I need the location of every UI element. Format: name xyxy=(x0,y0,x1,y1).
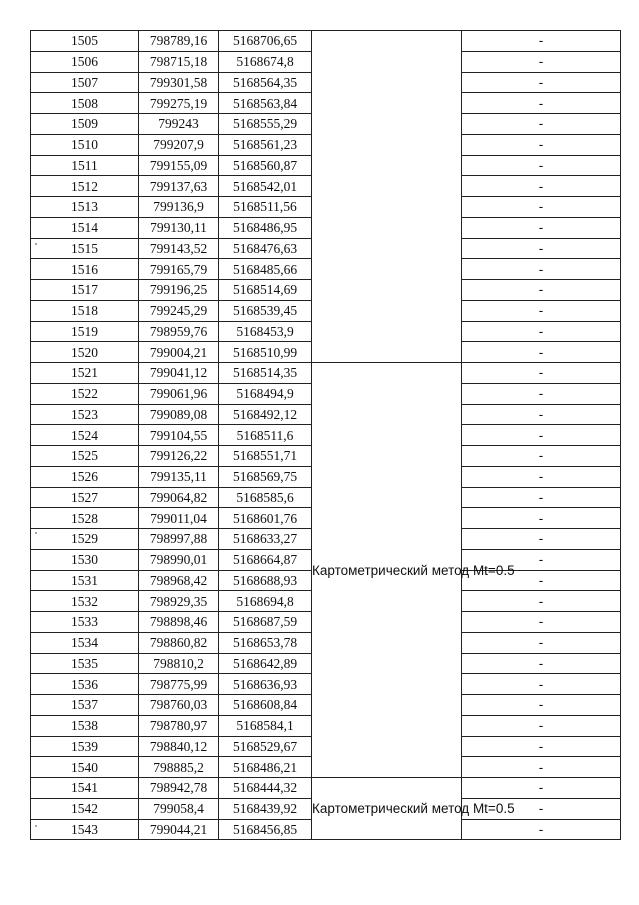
note-cell: - xyxy=(462,798,621,819)
x-coordinate-cell: 799104,55 xyxy=(139,425,219,446)
y-coordinate-cell: 5168511,56 xyxy=(219,197,312,218)
point-number-cell: 1538 xyxy=(31,715,139,736)
note-cell: - xyxy=(462,197,621,218)
note-cell: - xyxy=(462,612,621,633)
note-cell: - xyxy=(462,736,621,757)
y-coordinate-cell: 5168514,69 xyxy=(219,280,312,301)
y-coordinate-cell: 5168510,99 xyxy=(219,342,312,363)
y-coordinate-cell: 5168633,27 xyxy=(219,529,312,550)
y-coordinate-cell: 5168555,29 xyxy=(219,114,312,135)
point-number-cell: 1527 xyxy=(31,487,139,508)
x-coordinate-cell: 799041,12 xyxy=(139,363,219,384)
x-coordinate-cell: 798840,12 xyxy=(139,736,219,757)
note-cell: - xyxy=(462,508,621,529)
note-cell: - xyxy=(462,778,621,799)
note-cell: - xyxy=(462,51,621,72)
point-number-cell: 1537 xyxy=(31,695,139,716)
note-cell: - xyxy=(462,404,621,425)
y-coordinate-cell: 5168706,65 xyxy=(219,31,312,52)
point-number-cell: 1509 xyxy=(31,114,139,135)
x-coordinate-cell: 799155,09 xyxy=(139,155,219,176)
y-coordinate-cell: 5168688,93 xyxy=(219,570,312,591)
x-coordinate-cell: 798959,76 xyxy=(139,321,219,342)
x-coordinate-cell: 799064,82 xyxy=(139,487,219,508)
note-cell: - xyxy=(462,425,621,446)
note-cell: - xyxy=(462,715,621,736)
x-coordinate-cell: 799275,19 xyxy=(139,93,219,114)
y-coordinate-cell: 5168494,9 xyxy=(219,383,312,404)
y-coordinate-cell: 5168514,35 xyxy=(219,363,312,384)
x-coordinate-cell: 798990,01 xyxy=(139,549,219,570)
note-cell: - xyxy=(462,570,621,591)
x-coordinate-cell: 798780,97 xyxy=(139,715,219,736)
point-number-cell: 1514 xyxy=(31,217,139,238)
x-coordinate-cell: 799136,9 xyxy=(139,197,219,218)
point-number-cell: 1539 xyxy=(31,736,139,757)
scan-speck xyxy=(35,532,37,534)
note-cell: - xyxy=(462,176,621,197)
method-cell: Картометрический метод Mt=0.5 xyxy=(312,778,462,840)
x-coordinate-cell: 799130,11 xyxy=(139,217,219,238)
point-number-cell: 1510 xyxy=(31,134,139,155)
y-coordinate-cell: 5168551,71 xyxy=(219,446,312,467)
x-coordinate-cell: 799301,58 xyxy=(139,72,219,93)
y-coordinate-cell: 5168542,01 xyxy=(219,176,312,197)
point-number-cell: 1526 xyxy=(31,466,139,487)
y-coordinate-cell: 5168539,45 xyxy=(219,300,312,321)
point-number-cell: 1512 xyxy=(31,176,139,197)
note-cell: - xyxy=(462,591,621,612)
y-coordinate-cell: 5168608,84 xyxy=(219,695,312,716)
point-number-cell: 1530 xyxy=(31,549,139,570)
note-cell: - xyxy=(462,487,621,508)
note-cell: - xyxy=(462,300,621,321)
y-coordinate-cell: 5168664,87 xyxy=(219,549,312,570)
x-coordinate-cell: 799135,11 xyxy=(139,466,219,487)
x-coordinate-cell: 799207,9 xyxy=(139,134,219,155)
x-coordinate-cell: 798860,82 xyxy=(139,632,219,653)
y-coordinate-cell: 5168653,78 xyxy=(219,632,312,653)
note-cell: - xyxy=(462,446,621,467)
note-cell: - xyxy=(462,259,621,280)
point-number-cell: 1523 xyxy=(31,404,139,425)
point-number-cell: 1524 xyxy=(31,425,139,446)
x-coordinate-cell: 798942,78 xyxy=(139,778,219,799)
note-cell: - xyxy=(462,217,621,238)
x-coordinate-cell: 798929,35 xyxy=(139,591,219,612)
point-number-cell: 1529 xyxy=(31,529,139,550)
note-cell: - xyxy=(462,653,621,674)
method-cell xyxy=(312,31,462,363)
y-coordinate-cell: 5168485,66 xyxy=(219,259,312,280)
y-coordinate-cell: 5168529,67 xyxy=(219,736,312,757)
y-coordinate-cell: 5168569,75 xyxy=(219,466,312,487)
method-cell: Картометрический метод Mt=0.5 xyxy=(312,363,462,778)
x-coordinate-cell: 798775,99 xyxy=(139,674,219,695)
y-coordinate-cell: 5168636,93 xyxy=(219,674,312,695)
x-coordinate-cell: 799165,79 xyxy=(139,259,219,280)
note-cell: - xyxy=(462,549,621,570)
y-coordinate-cell: 5168694,8 xyxy=(219,591,312,612)
y-coordinate-cell: 5168486,95 xyxy=(219,217,312,238)
table-row xyxy=(31,31,621,52)
x-coordinate-cell: 798810,2 xyxy=(139,653,219,674)
point-number-cell: 1536 xyxy=(31,674,139,695)
scan-speck xyxy=(35,243,37,245)
note-cell: - xyxy=(462,134,621,155)
y-coordinate-cell: 5168511,6 xyxy=(219,425,312,446)
point-number-cell: 1534 xyxy=(31,632,139,653)
point-number-cell: 1541 xyxy=(31,778,139,799)
note-cell: - xyxy=(462,674,621,695)
x-coordinate-cell: 798885,2 xyxy=(139,757,219,778)
point-number-cell: 1507 xyxy=(31,72,139,93)
point-number-cell: 1513 xyxy=(31,197,139,218)
x-coordinate-cell: 799058,4 xyxy=(139,798,219,819)
y-coordinate-cell: 5168560,87 xyxy=(219,155,312,176)
x-coordinate-cell: 799137,63 xyxy=(139,176,219,197)
point-number-cell: 1519 xyxy=(31,321,139,342)
x-coordinate-cell: 799089,08 xyxy=(139,404,219,425)
y-coordinate-cell: 5168456,85 xyxy=(219,819,312,840)
point-number-cell: 1535 xyxy=(31,653,139,674)
note-cell: - xyxy=(462,695,621,716)
point-number-cell: 1505 xyxy=(31,31,139,52)
note-cell: - xyxy=(462,819,621,840)
point-number-cell: 1525 xyxy=(31,446,139,467)
point-number-cell: 1543 xyxy=(31,819,139,840)
x-coordinate-cell: 798715,18 xyxy=(139,51,219,72)
y-coordinate-cell: 5168564,35 xyxy=(219,72,312,93)
x-coordinate-cell: 798898,46 xyxy=(139,612,219,633)
point-number-cell: 1532 xyxy=(31,591,139,612)
point-number-cell: 1516 xyxy=(31,259,139,280)
y-coordinate-cell: 5168453,9 xyxy=(219,321,312,342)
x-coordinate-cell: 799245,29 xyxy=(139,300,219,321)
note-cell: - xyxy=(462,632,621,653)
note-cell: - xyxy=(462,155,621,176)
note-cell: - xyxy=(462,93,621,114)
y-coordinate-cell: 5168486,21 xyxy=(219,757,312,778)
point-number-cell: 1515 xyxy=(31,238,139,259)
note-cell: - xyxy=(462,321,621,342)
note-cell: - xyxy=(462,757,621,778)
x-coordinate-cell: 799196,25 xyxy=(139,280,219,301)
point-number-cell: 1508 xyxy=(31,93,139,114)
y-coordinate-cell: 5168476,63 xyxy=(219,238,312,259)
coordinates-table-body xyxy=(31,31,621,840)
x-coordinate-cell: 799143,52 xyxy=(139,238,219,259)
point-number-cell: 1506 xyxy=(31,51,139,72)
y-coordinate-cell: 5168492,12 xyxy=(219,404,312,425)
x-coordinate-cell: 799126,22 xyxy=(139,446,219,467)
note-cell: - xyxy=(462,280,621,301)
note-cell: - xyxy=(462,72,621,93)
point-number-cell: 1531 xyxy=(31,570,139,591)
y-coordinate-cell: 5168584,1 xyxy=(219,715,312,736)
note-cell: - xyxy=(462,363,621,384)
point-number-cell: 1528 xyxy=(31,508,139,529)
y-coordinate-cell: 5168601,76 xyxy=(219,508,312,529)
y-coordinate-cell: 5168439,92 xyxy=(219,798,312,819)
x-coordinate-cell: 799243 xyxy=(139,114,219,135)
x-coordinate-cell: 798968,42 xyxy=(139,570,219,591)
point-number-cell: 1521 xyxy=(31,363,139,384)
note-cell: - xyxy=(462,114,621,135)
y-coordinate-cell: 5168687,59 xyxy=(219,612,312,633)
point-number-cell: 1517 xyxy=(31,280,139,301)
x-coordinate-cell: 799011,04 xyxy=(139,508,219,529)
point-number-cell: 1518 xyxy=(31,300,139,321)
x-coordinate-cell: 799061,96 xyxy=(139,383,219,404)
table-row xyxy=(31,778,621,799)
x-coordinate-cell: 799044,21 xyxy=(139,819,219,840)
x-coordinate-cell: 798789,16 xyxy=(139,31,219,52)
x-coordinate-cell: 799004,21 xyxy=(139,342,219,363)
point-number-cell: 1533 xyxy=(31,612,139,633)
note-cell: - xyxy=(462,466,621,487)
point-number-cell: 1520 xyxy=(31,342,139,363)
note-cell: - xyxy=(462,383,621,404)
y-coordinate-cell: 5168563,84 xyxy=(219,93,312,114)
y-coordinate-cell: 5168444,32 xyxy=(219,778,312,799)
table-row xyxy=(31,363,621,384)
x-coordinate-cell: 798997,88 xyxy=(139,529,219,550)
point-number-cell: 1511 xyxy=(31,155,139,176)
coordinates-table xyxy=(30,30,621,840)
y-coordinate-cell: 5168585,6 xyxy=(219,487,312,508)
x-coordinate-cell: 798760,03 xyxy=(139,695,219,716)
point-number-cell: 1522 xyxy=(31,383,139,404)
point-number-cell: 1540 xyxy=(31,757,139,778)
note-cell: - xyxy=(462,529,621,550)
scan-speck xyxy=(35,825,37,827)
note-cell: - xyxy=(462,31,621,52)
y-coordinate-cell: 5168561,23 xyxy=(219,134,312,155)
point-number-cell: 1542 xyxy=(31,798,139,819)
y-coordinate-cell: 5168674,8 xyxy=(219,51,312,72)
y-coordinate-cell: 5168642,89 xyxy=(219,653,312,674)
document-sheet xyxy=(30,30,620,840)
note-cell: - xyxy=(462,238,621,259)
note-cell: - xyxy=(462,342,621,363)
